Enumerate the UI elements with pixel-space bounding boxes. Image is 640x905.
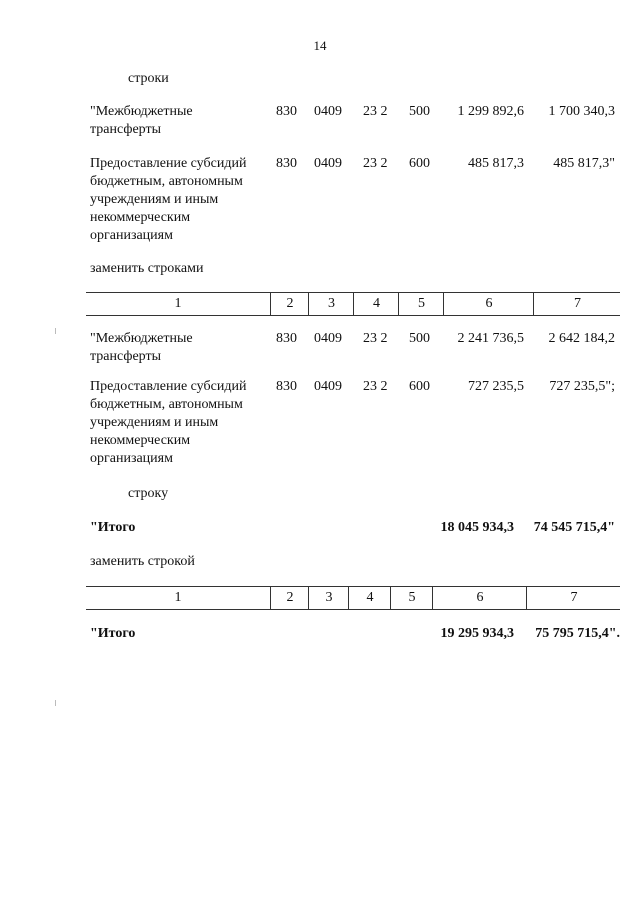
row-name-line: некоммерческим	[90, 210, 191, 225]
col4-value: 23 2	[363, 331, 388, 346]
replace-row-text: заменить строкой	[90, 554, 195, 569]
row-name-line: трансферты	[90, 349, 162, 364]
col2-value: 830	[276, 379, 297, 394]
total-col7: 75 795 715,4".	[535, 626, 620, 641]
row-name-line: некоммерческим	[90, 433, 191, 448]
row-name	[90, 330, 193, 366]
col3-value: 0409	[314, 379, 342, 394]
column-header-3: 3	[308, 587, 349, 609]
row-name	[90, 155, 246, 245]
col6-value: 485 817,3	[468, 156, 524, 171]
row-name-line: учреждениям и иным	[90, 192, 219, 207]
col7-value: 2 642 184,2	[548, 331, 615, 346]
column-header-1: 1	[174, 296, 182, 311]
total-label: "Итого	[90, 520, 136, 535]
column-header-4: 4	[348, 587, 391, 609]
total-label: "Итого	[90, 626, 136, 641]
col3-value: 0409	[314, 104, 342, 119]
column-header-4: 4	[353, 293, 399, 315]
col6-value: 1 299 892,6	[457, 104, 524, 119]
column-header-5: 5	[390, 587, 433, 609]
row-name-line: учреждениям и иным	[90, 415, 219, 430]
col6-value: 2 241 736,5	[457, 331, 524, 346]
column-header-row	[86, 586, 620, 610]
col5-value: 500	[409, 331, 430, 346]
col4-value: 23 2	[363, 104, 388, 119]
col5-value: 600	[409, 156, 430, 171]
col2-value: 830	[276, 156, 297, 171]
total-col7: 74 545 715,4"	[533, 520, 615, 535]
column-header-1: 1	[174, 590, 182, 605]
row-name-line: организациям	[90, 228, 173, 243]
col7-value: 1 700 340,3	[548, 104, 615, 119]
replace-rows-text: заменить строками	[90, 261, 204, 276]
column-header-6: 6	[443, 293, 534, 315]
margin-mark	[55, 328, 56, 334]
total-col6: 18 045 934,3	[440, 520, 514, 535]
col6-value: 727 235,5	[468, 379, 524, 394]
intro-row-text: строку	[128, 486, 169, 501]
column-header-2: 2	[270, 587, 309, 609]
margin-mark	[55, 700, 56, 706]
column-header-3: 3	[308, 293, 354, 315]
col4-value: 23 2	[363, 156, 388, 171]
column-header-7: 7	[526, 587, 621, 609]
row-name-line: трансферты	[90, 122, 162, 137]
col5-value: 600	[409, 379, 430, 394]
col7-value: 485 817,3"	[553, 156, 615, 171]
column-header-7: 7	[533, 293, 621, 315]
col3-value: 0409	[314, 331, 342, 346]
column-header-6: 6	[432, 587, 527, 609]
col2-value: 830	[276, 104, 297, 119]
row-name-line: бюджетным, автономным	[90, 174, 243, 189]
intro-rows-text: строки	[128, 71, 169, 86]
col5-value: 500	[409, 104, 430, 119]
col7-value: 727 235,5";	[549, 379, 615, 394]
row-name	[90, 103, 193, 139]
row-name-line: "Межбюджетные	[90, 104, 193, 119]
total-col6: 19 295 934,3	[440, 626, 514, 641]
column-header-row	[86, 292, 620, 316]
row-name-line: "Межбюджетные	[90, 331, 193, 346]
row-name	[90, 378, 246, 468]
row-name-line: Предоставление субсидий	[90, 379, 247, 394]
col2-value: 830	[276, 331, 297, 346]
row-name-line: бюджетным, автономным	[90, 397, 243, 412]
page-number: 14	[313, 38, 327, 53]
col3-value: 0409	[314, 156, 342, 171]
row-name-line: Предоставление субсидий	[90, 156, 247, 171]
col4-value: 23 2	[363, 379, 388, 394]
column-header-5: 5	[398, 293, 444, 315]
column-header-2: 2	[270, 293, 309, 315]
row-name-line: организациям	[90, 451, 173, 466]
